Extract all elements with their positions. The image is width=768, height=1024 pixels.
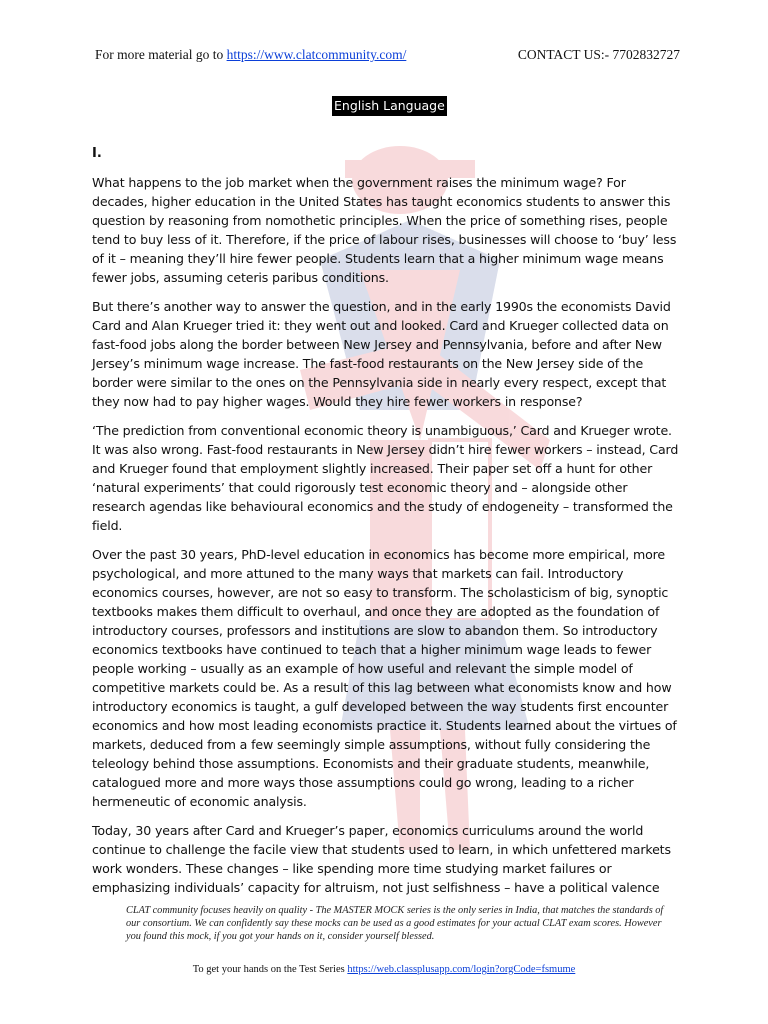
page-footer [0, 964, 768, 975]
paragraph: What happens to the job market when the government raises the minimum wage? For decades, higher education in the United States has taught economics students to answer this question by reasoning from nomothetic principles. When the price of something rises, people tend to buy less of it. Therefore, if the price of labour rises, businesses will choose to ‘buy’ less of it – meaning they’ll hire fewer people. Students learn that a higher minimum wage means fewer jobs, assuming ceteris paribus conditions. [92, 175, 677, 285]
test-series-link[interactable]: https://web.classplusapp.com/login?orgCode=fsmume [347, 964, 576, 975]
passage-number: I. [92, 146, 102, 161]
page-header [95, 47, 680, 67]
paragraph: Over the past 30 years, PhD-level education in economics has become more empirical, more psychological, and more attuned to the many ways that markets can fail. Introductory economics courses, however, are not so easy to transform. The scholasticism of big, synoptic textbooks makes them difficult to overhaul, and once they are adopted as the foundation of introductory courses, professors and institutions are slow to abandon them. So introductory economics textbooks have continued to teach that a higher minimum wage leads to fewer people working – usually as an example of how useful and relevant the simple model of competitive markets could be. As a result of this lag between what economists know and how introductory economics is taught, a gulf developed between the way students first encounter economics and how most leading economists practice it. Students learned about the virtues of markets, deduced from a few seemingly simple assumptions, without fully considering the teleology behind those assumptions. Economists and their graduate students, meanwhile, catalogued more and more ways those assumptions could go wrong, leading to a richer hermeneutic of economic analysis. [92, 547, 677, 809]
paragraph: Today, 30 years after Card and Krueger’s paper, economics curriculums around the world continue to challenge the facile view that students used to learn, in which unfettered markets work wonders. These changes – like spending more time studying market failures or emphasizing individuals’ capacity for altruism, not just selfishness – have a political valence [92, 823, 671, 895]
footer-prefix: To get your hands on the Test Series [192, 964, 348, 975]
passage-body [92, 173, 682, 907]
material-note [95, 47, 406, 63]
promo-footnote: CLAT community focuses heavily on quality - The MASTER MOCK series is the only series in India, that matches the standards of our consortium. We can confidently say these mocks can be used as a good estimates for your actual CLAT exam scores. However you found this mock, if you got your hands on it, consider yourself blessed. [126, 905, 664, 942]
clatcommunity-link[interactable]: https://www.clatcommunity.com/ [226, 47, 407, 62]
material-prefix: For more material go to [95, 47, 227, 62]
paragraph: But there’s another way to answer the question, and in the early 1990s the economists David Card and Alan Krueger tried it: they went out and looked. Card and Krueger collected data on fast-food jobs along the border between New Jersey and Pennsylvania, before and after New Jersey’s minimum wage increase. The fast-food restaurants on the New Jersey side of the border were similar to the ones on the Pennsylvania side in nearly every respect, except that they now had to pay higher wages. Would they hire fewer workers in response? [92, 299, 671, 409]
contact-info: CONTACT US:- 7702832727 [517, 47, 680, 62]
section-title: English Language [332, 96, 447, 116]
paragraph: ‘The prediction from conventional economic theory is unambiguous,’ Card and Krueger wrote. It was also wrong. Fast-food restaurants in New Jersey didn’t hire fewer workers – instead, Card and Krueger found that employment slightly increased. Their paper set off a hunt for other ‘natural experiments’ that could rigorously test economic theory and – alongside other research agendas like behavioural economics and the study of endogeneity – transformed the field. [92, 423, 679, 533]
